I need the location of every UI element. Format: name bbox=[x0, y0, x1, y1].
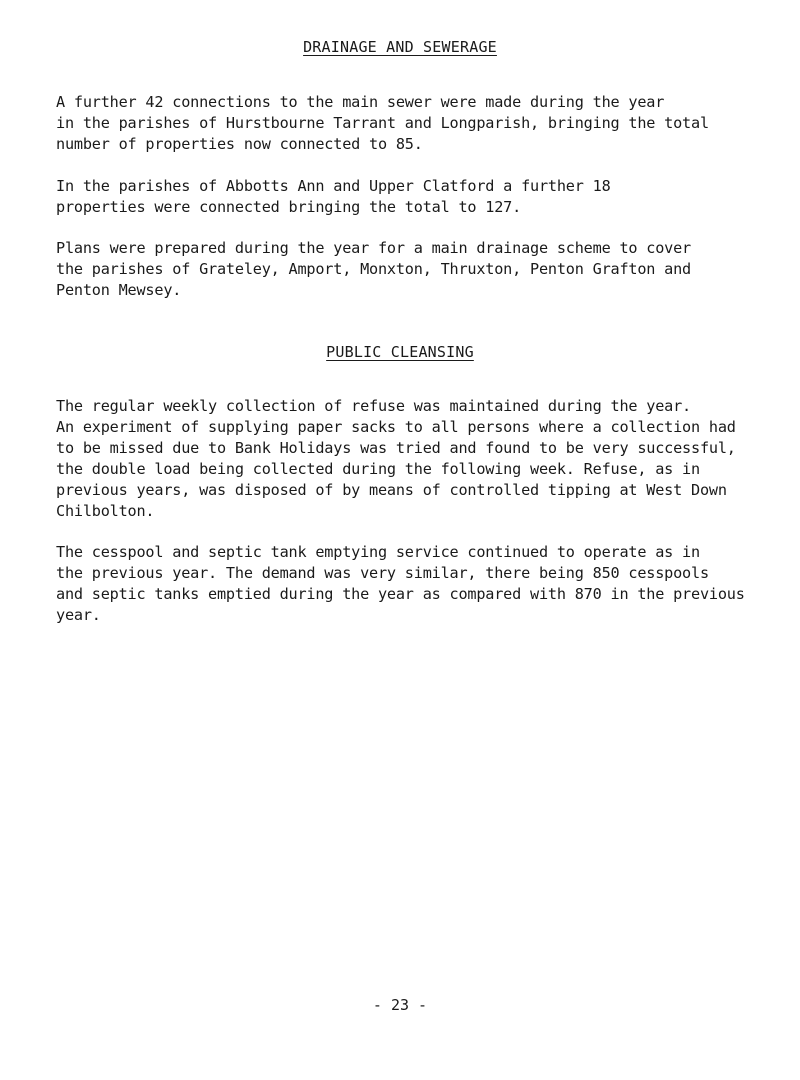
paragraph-abbotts-ann: In the parishes of Abbotts Ann and Upper Clatford a further 18 properties were connected bringing the total to 127. bbox=[56, 177, 611, 216]
section-heading-drainage bbox=[0, 38, 800, 56]
paragraph-drainage-scheme: Plans were prepared during the year for a main drainage scheme to cover the parishes of Grateley, Amport, Monxton, Thruxton, Penton Grafton and Penton Mewsey. bbox=[56, 239, 691, 299]
heading-text: DRAINAGE AND SEWERAGE bbox=[303, 38, 497, 56]
paragraph-cesspool-service: The cesspool and septic tank emptying service continued to operate as in the previous year. The demand was very similar, there being 850 cesspools and septic tanks emptied during the year as compared with 870 in the previous year. bbox=[56, 543, 745, 624]
paragraph-sewer-connections: A further 42 connections to the main sewer were made during the year in the parishes of Hurstbourne Tarrant and Longparish, bringing the total number of properties now connected to 85. bbox=[56, 93, 709, 153]
heading-text: PUBLIC CLEANSING bbox=[326, 343, 474, 361]
section-heading-public-cleansing bbox=[0, 343, 800, 361]
page-number: - 23 - bbox=[372, 996, 428, 1014]
paragraph-refuse-collection: The regular weekly collection of refuse was maintained during the year. An experiment of supplying paper sacks to all persons where a collection had to be missed due to Bank Holidays was tried and found to be very successful, the double load being collected during the following week. Refuse, as in previous years, was disposed of by means of controlled tipping at West Down Chilbolton. bbox=[56, 397, 736, 520]
